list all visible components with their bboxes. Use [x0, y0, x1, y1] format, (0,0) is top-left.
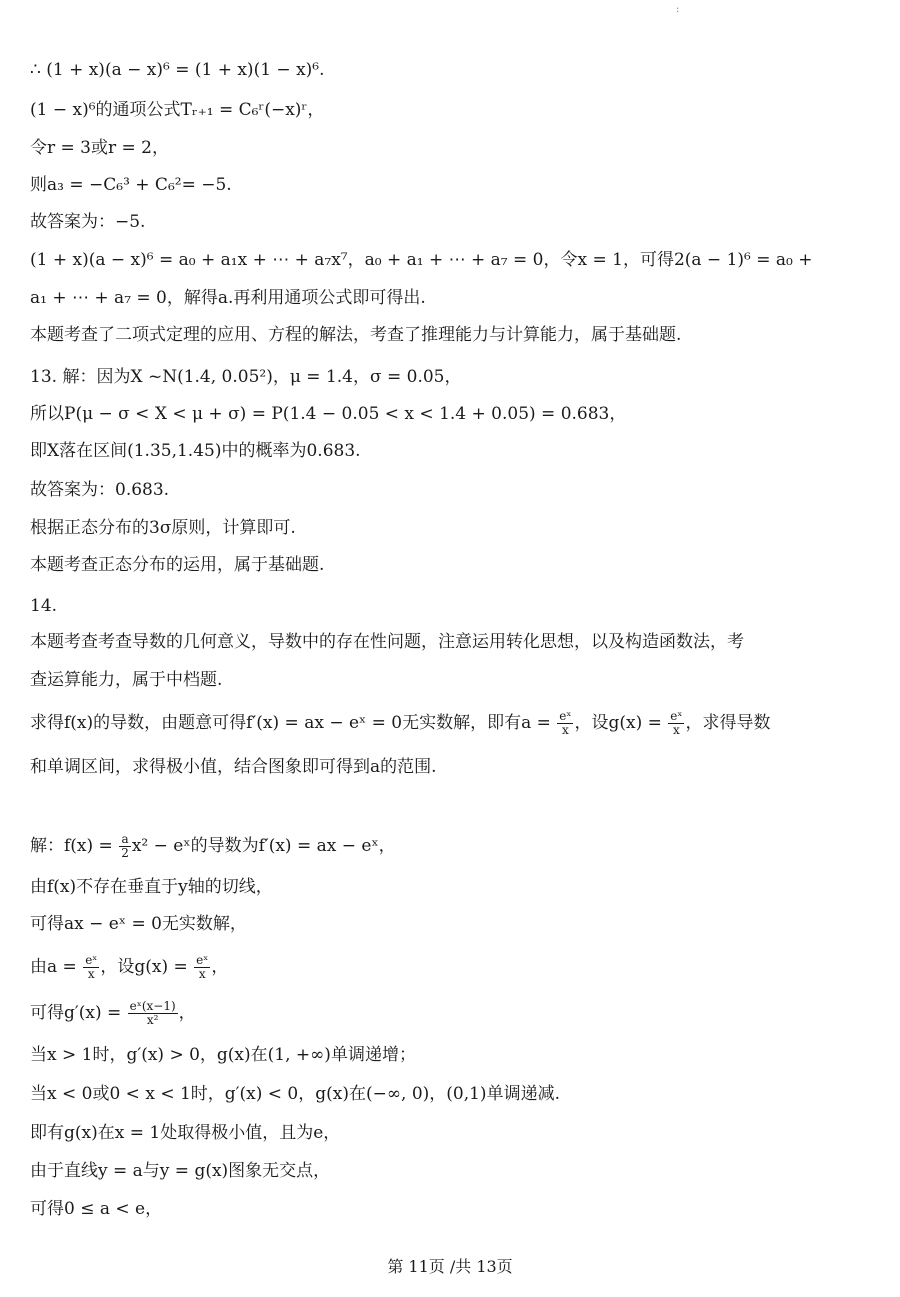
text-segment: ，设g(x) = — [100, 957, 194, 977]
text-segment: 解：f(x) = — [30, 836, 119, 856]
text-line: (1 − x)⁶的通项公式Tᵣ₊₁ = C₆ʳ(−x)ʳ， — [30, 100, 325, 120]
fraction — [557, 710, 573, 737]
text-line-with-fractions — [30, 954, 860, 981]
text-line-with-fractions — [30, 710, 860, 737]
fraction — [194, 954, 210, 981]
fraction-denominator: 2 — [121, 846, 129, 860]
fraction — [668, 710, 684, 737]
text-line: 本题考查正态分布的运用，属于基础题. — [30, 555, 325, 575]
fraction-numerator: eˣ — [85, 953, 98, 967]
text-line: (1 + x)(a − x)⁶ = a₀ + a₁x + ⋯ + a₇x⁷，a₀ + a₁ + ⋯ + a₇ = 0，令x = 1，可得2(a − 1)⁶ = a₀ + — [30, 250, 813, 270]
text-line: 由f(x)不存在垂直于y轴的切线， — [30, 877, 273, 897]
fraction-denominator: x — [87, 967, 95, 981]
text-line: a₁ + ⋯ + a₇ = 0，解得a.再利用通项公式即可得出. — [30, 288, 426, 308]
fraction-numerator: eˣ(x−1) — [129, 999, 176, 1013]
text-line: 本题考查了二项式定理的应用、方程的解法，考查了推理能力与计算能力，属于基础题. — [30, 325, 682, 345]
fraction-denominator: x — [672, 723, 680, 737]
text-line: 则a₃ = −C₆³ + C₆²= −5. — [30, 175, 232, 195]
fraction-numerator: eˣ — [196, 953, 209, 967]
fraction-numerator: a — [119, 833, 131, 847]
text-line: 14. — [30, 596, 58, 616]
fraction-denominator: x — [562, 723, 569, 737]
text-line: 查运算能力，属于中档题. — [30, 670, 223, 690]
page-footer — [0, 1256, 900, 1278]
fraction — [83, 954, 99, 981]
text-line: 即X落在区间(1.35,1.45)中的概率为0.683. — [30, 441, 361, 461]
fraction — [128, 1000, 178, 1027]
text-line: 令r = 3或r = 2， — [30, 138, 169, 158]
text-line: 和单调区间，求得极小值，结合图象即可得到a的范围. — [30, 757, 437, 777]
text-line: 当x < 0或0 < x < 1时，g′(x) < 0，g(x)在(−∞, 0)，(0,1)单调递减. — [30, 1084, 560, 1104]
fraction-numerator: eˣ — [559, 709, 572, 723]
text-line: 所以P(μ − σ < X < μ + σ) = P(1.4 − 0.05 < x < 1.4 + 0.05) = 0.683， — [30, 404, 627, 424]
text-line: 由于直线y = a与y = g(x)图象无交点， — [30, 1161, 331, 1181]
page-mark: : — [676, 4, 680, 15]
text-segment: ， — [211, 957, 229, 977]
fraction-denominator: x — [198, 967, 206, 981]
text-line: ∴ (1 + x)(a − x)⁶ = (1 + x)(1 − x)⁶. — [30, 60, 325, 80]
text-line: 本题考查考查导数的几何意义，导数中的存在性问题，注意运用转化思想，以及构造函数法，考 — [30, 632, 744, 652]
text-line: 即有g(x)在x = 1处取得极小值，且为e， — [30, 1123, 341, 1143]
text-line: 故答案为：0.683. — [30, 480, 170, 500]
fraction-numerator: eˣ — [670, 709, 683, 723]
text-line: 当x > 1时，g′(x) > 0，g(x)在(1, +∞)单调递增； — [30, 1045, 416, 1065]
text-segment: 求得f(x)的导数，由题意可得f′(x) = ax − eˣ = 0无实数解，即有a = — [30, 713, 557, 733]
text-line: 可得0 ≤ a < e， — [30, 1199, 163, 1219]
text-segment: 由a = — [30, 957, 83, 977]
text-segment: ，求得导数 — [685, 713, 771, 733]
text-segment: ， — [178, 1003, 196, 1023]
text-line-with-fractions — [30, 833, 860, 860]
page-number-label: 第 11页 /共 13页 — [387, 1257, 513, 1276]
text-segment: ，设g(x) = — [574, 713, 668, 733]
fraction — [119, 833, 131, 860]
text-segment: x² − eˣ的导数为f′(x) = ax − eˣ， — [131, 836, 396, 856]
text-line-with-fractions — [30, 1000, 860, 1027]
text-line: 13. 解：因为X ~N(1.4, 0.05²)，μ = 1.4，σ = 0.05， — [30, 367, 462, 387]
text-line: 故答案为：−5. — [30, 212, 146, 232]
text-line: 可得ax − eˣ = 0无实数解， — [30, 914, 247, 934]
text-segment: 可得g′(x) = — [30, 1003, 127, 1023]
text-line: 根据正态分布的3σ原则，计算即可. — [30, 518, 296, 538]
fraction-denominator: x² — [146, 1013, 159, 1027]
